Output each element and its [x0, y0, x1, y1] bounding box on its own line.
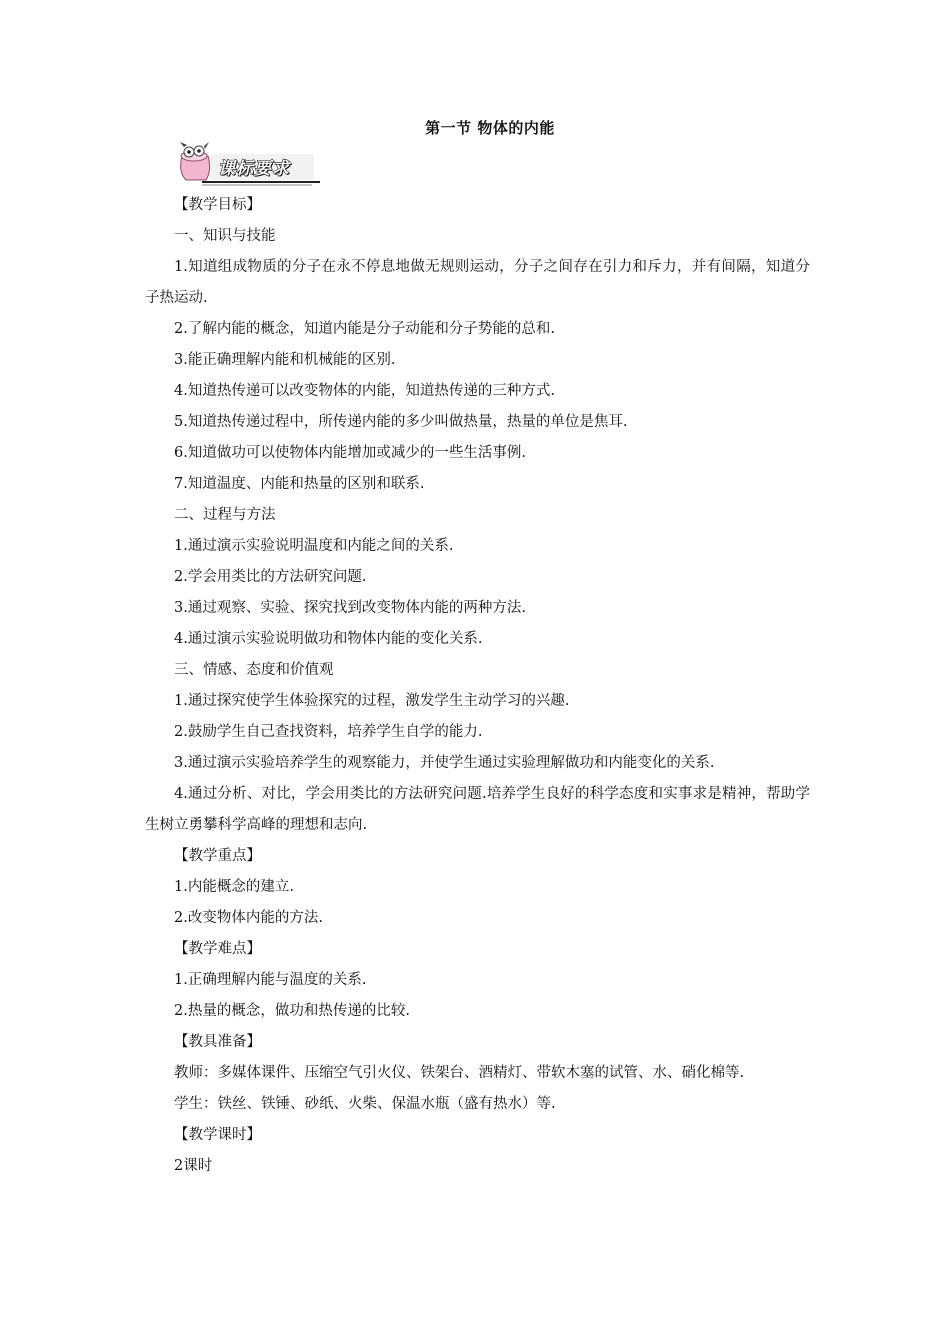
badge-label: 课标要求 — [218, 159, 290, 179]
paragraph: 4.通过分析、对比，学会用类比的方法研究问题.培养学生良好的科学态度和实事求是精神，帮助学生树立勇攀科学高峰的理想和志向. — [145, 786, 810, 833]
paragraph: 教师：多媒体课件、压缩空气引火仪、铁架台、酒精灯、带软木塞的试管、水、硝化棉等. — [174, 1065, 745, 1081]
paragraph: 2.热量的概念，做功和热传递的比较. — [174, 1003, 410, 1019]
paragraph: 4.通过演示实验说明做功和物体内能的变化关系. — [174, 631, 483, 647]
paragraph: 1.通过演示实验说明温度和内能之间的关系. — [174, 538, 454, 554]
paragraph: 7.知道温度、内能和热量的区别和联系. — [174, 476, 425, 492]
paragraph: 1.正确理解内能与温度的关系. — [174, 972, 367, 988]
paragraph: 2.改变物体内能的方法. — [174, 910, 323, 926]
paragraph: 1.知道组成物质的分子在永不停息地做无规则运动，分子之间存在引力和斥力，并有间隔，知道分子热运动. — [145, 259, 810, 306]
paragraph: 3.通过观察、实验、探究找到改变物体内能的两种方法. — [174, 600, 526, 616]
paragraph: 3.通过演示实验培养学生的观察能力，并使学生通过实验理解做功和内能变化的关系. — [174, 755, 715, 771]
section-title: 第一节 物体的内能 — [425, 119, 555, 137]
heading-materials: 【教具准备】 — [174, 1034, 261, 1050]
paragraph: 2.学会用类比的方法研究问题. — [174, 569, 367, 585]
curriculum-badge — [172, 142, 322, 188]
paragraph: 5.知道热传递过程中，所传递内能的多少叫做热量，热量的单位是焦耳. — [174, 414, 628, 430]
paragraph: 3.能正确理解内能和机械能的区别. — [174, 352, 396, 368]
subheading-process: 二、过程与方法 — [174, 507, 276, 523]
heading-objectives: 【教学目标】 — [174, 197, 261, 213]
document-body — [145, 190, 810, 1182]
subheading-knowledge: 一、知识与技能 — [174, 228, 276, 244]
paragraph: 2.了解内能的概念，知道内能是分子动能和分子势能的总和. — [174, 321, 555, 337]
paragraph: 2.鼓励学生自己查找资料，培养学生自学的能力. — [174, 724, 483, 740]
subheading-attitude: 三、情感、态度和价值观 — [174, 662, 334, 678]
paragraph: 1.内能概念的建立. — [174, 879, 294, 895]
paragraph: 4.知道热传递可以改变物体的内能，知道热传递的三种方式. — [174, 383, 555, 399]
paragraph: 1.通过探究使学生体验探究的过程，激发学生主动学习的兴趣. — [174, 693, 570, 709]
heading-difficulties: 【教学难点】 — [174, 941, 261, 957]
paragraph: 学生：铁丝、铁锤、砂纸、火柴、保温水瓶（盛有热水）等. — [174, 1096, 556, 1112]
paragraph: 6.知道做功可以使物体内能增加或减少的一些生活事例. — [174, 445, 526, 461]
heading-periods: 【教学课时】 — [174, 1127, 261, 1143]
heading-key-points: 【教学重点】 — [174, 848, 261, 864]
paragraph: 2课时 — [174, 1158, 213, 1174]
